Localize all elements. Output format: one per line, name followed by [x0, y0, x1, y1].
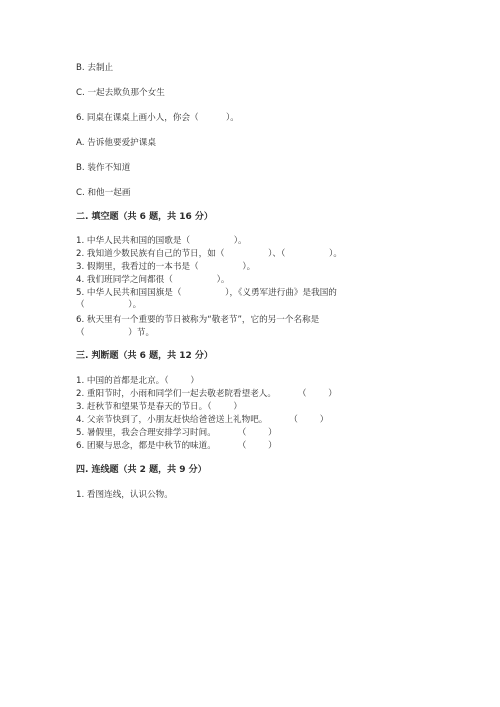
q6-option-c: C. 和他一起画	[76, 188, 131, 198]
fill-item-6: 6. 秋天里有一个重要的节日被称为“敬老节”，它的另一个名称是	[76, 315, 320, 325]
section-2-title: 二. 填空题（共 6 题，共 16 分）	[76, 212, 213, 222]
fill-item-4: 4. 我们班同学之间都很（ ）。	[76, 275, 230, 285]
q6-stem: 6. 同桌在课桌上画小人，你会（ ）。	[76, 113, 239, 123]
judge-item-5: 5. 暑假里，我会合理安排学习时间。 （ ）	[76, 428, 277, 438]
fill-item-3: 3. 假期里，我看过的一本书是（ ）。	[76, 262, 256, 272]
q5-option-c: C. 一起去欺负那个女生	[76, 88, 165, 98]
fill-item-2: 2. 我知道少数民族有自己的节日，如（ ）、（ ）。	[76, 249, 342, 259]
judge-item-1: 1. 中国的首都是北京。（ ）	[76, 376, 200, 386]
q5-option-b: B. 去制止	[76, 63, 114, 73]
q6-option-b: B. 装作不知道	[76, 163, 131, 173]
fill-item-5: 5. 中华人民共和国国旗是（ ），《义勇军进行曲》是我国的	[76, 288, 337, 298]
fill-item-1: 1. 中华人民共和国的国歌是（ ）。	[76, 236, 247, 246]
judge-item-4: 4. 父亲节快到了，小朋友赶快给爸爸送上礼物吧。 （ ）	[76, 415, 329, 425]
match-item-1: 1. 看图连线，认识公物。	[76, 490, 173, 500]
judge-item-2: 2. 重阳节时，小雨和同学们一起去敬老院看望老人。 （ ）	[76, 389, 337, 399]
section-3-title: 三. 判断题（共 6 题，共 12 分）	[76, 351, 213, 361]
fill-item-5-cont: （ ）。	[76, 300, 142, 310]
fill-item-6-cont: （ ）节。	[76, 328, 155, 338]
q6-option-a: A. 告诉他要爱护课桌	[76, 138, 156, 148]
section-4-title: 四. 连线题（共 2 题，共 9 分）	[76, 465, 207, 475]
judge-item-3: 3. 赶秋节和望果节是春天的节日。（ ）	[76, 402, 242, 412]
judge-item-6: 6. 团聚与思念，都是中秋节的味道。 （ ）	[76, 441, 277, 451]
